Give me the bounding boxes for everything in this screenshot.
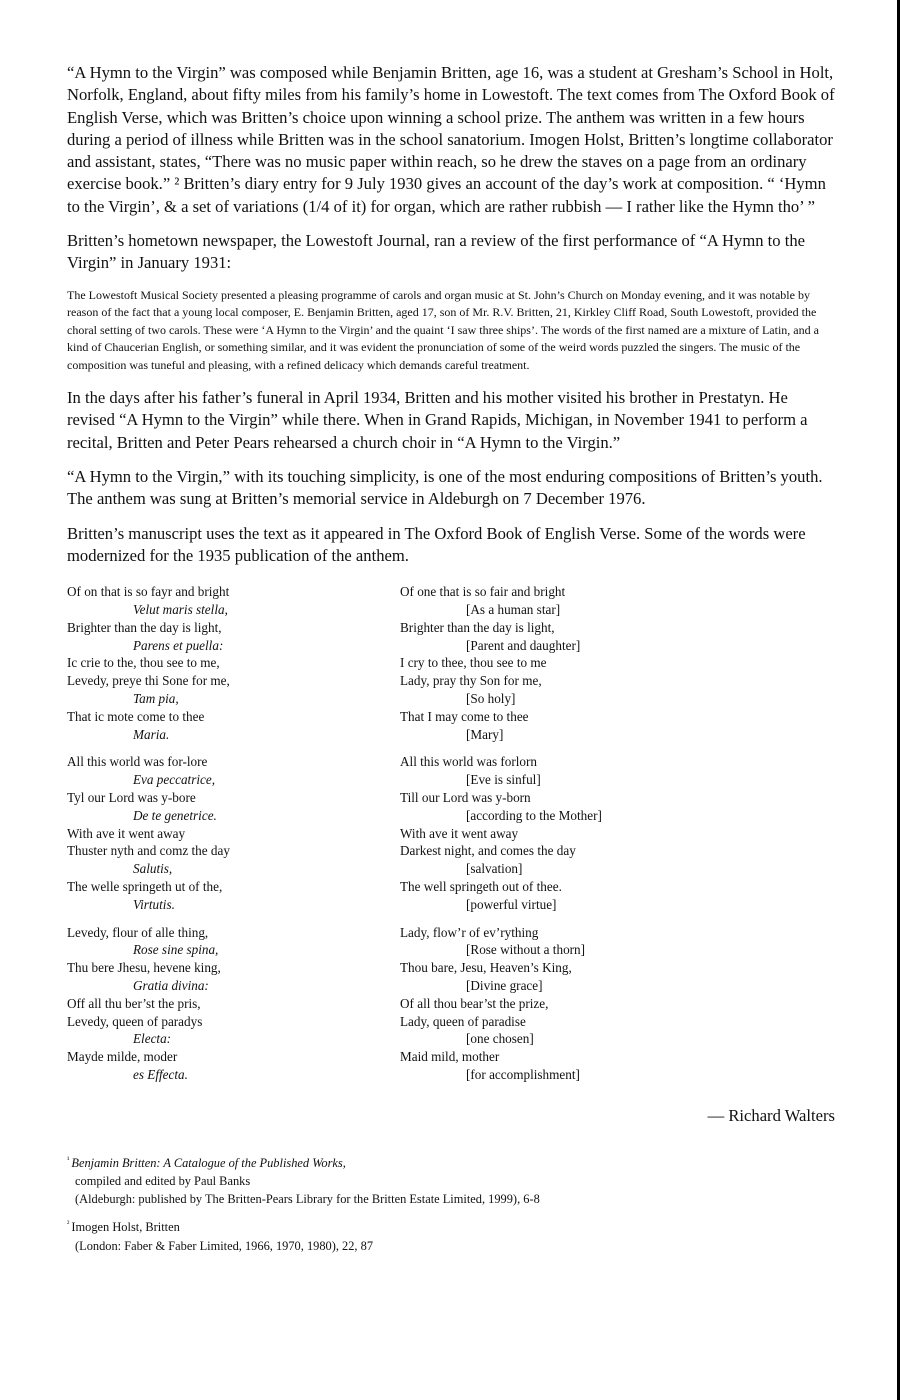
paragraph-newspaper: Britten’s hometown newspaper, the Lowestoft Journal, ran a review of the first performance of “A Hymn to the Virgin” in January 1931: <box>67 231 805 273</box>
verse-line: [So holy] <box>466 691 516 707</box>
verse-column-modern <box>400 583 602 1094</box>
verse-line: Brighter than the day is light, <box>400 619 555 635</box>
paragraph-composition: “A Hymn to the Virgin” was composed while Benjamin Britten, age 16, was a student at Gresham’s School in Holt, Norfolk, England, about fifty miles from his family’s home in Lowestoft. The text comes from The Oxford Book of English Verse, which was Britten’s choice upon winning a school prize. The anthem was written in a few hours during a period of illness while Britten was in the school sanatorium. Imogen Holst, Britten’s longtime collaborator and assistant, states, “There was no music paper within reach, so he drew the staves on a page from an ordinary exercise book.” ² Britten’s diary entry for 9 July 1930 gives an account of the day’s work at composition. “ ‘Hymn to the Virgin’, & a set of variations (1/4 of it) for organ, which are rather rubbish — I rather like the Hymn tho’ ” <box>67 63 835 216</box>
verse-line: Parens et puella: <box>133 637 224 653</box>
stanza <box>400 924 602 1084</box>
verse-line: [Rose without a thorn] <box>466 942 586 958</box>
paragraph-memorial: “A Hymn to the Virgin,” with its touching simplicity, is one of the most enduring compositions of Britten’s youth. The anthem was sung at Britten’s memorial service in Aldeburgh on 7 December 1976. <box>67 467 823 509</box>
verse-line: Brighter than the day is light, <box>67 619 222 635</box>
verse-line: Of all thou bear’st the prize, <box>400 995 549 1011</box>
footnote-mark: ² <box>67 1219 72 1229</box>
verse-line: The well springeth out of thee. <box>400 879 562 894</box>
verse-line: [Divine grace] <box>466 977 543 993</box>
paragraph-manuscript: Britten’s manuscript uses the text as it appeared in The Oxford Book of English Verse. Some of the words were modernized for the 1935 publication of the anthem. <box>67 523 806 565</box>
verse-line: [powerful virtue] <box>466 896 557 912</box>
verse-line: Eva peccatrice, <box>133 772 216 788</box>
footnote-line: (Aldeburgh: published by The Britten-Pears Library for the Britten Estate Limited, 1999), 6-8 <box>75 1192 540 1207</box>
verse-line: es Effecta. <box>133 1066 188 1082</box>
verse-line: All this world was forlorn <box>400 754 537 770</box>
stanza <box>67 583 400 743</box>
verse-line: [one chosen] <box>466 1031 534 1047</box>
verse-line: Tam pia, <box>133 691 179 707</box>
footnote-line: Benjamin Britten: A Catalogue of the Published Works, <box>71 1155 346 1170</box>
verse-line: The welle springeth ut of the, <box>67 879 223 894</box>
verse-line: Of on that is so fayr and bright <box>67 584 230 600</box>
verse-line: Of one that is so fair and bright <box>400 584 566 600</box>
verse-line: Lady, pray thy Son for me, <box>400 673 542 689</box>
verse-line: Off all thu ber’st the pris, <box>67 995 201 1011</box>
footnote-mark: ¹ <box>67 1154 72 1164</box>
verse-line: Velut maris stella, <box>133 602 228 618</box>
verse-line: Thuster nyth and comz the day <box>67 843 230 859</box>
verse-line: Lady, queen of paradise <box>400 1013 526 1029</box>
paragraph-revision: In the days after his father’s funeral in April 1934, Britten and his mother visited his brother in Prestatyn. He revised “A Hymn to the Virgin” while there. When in Grand Rapids, Michigan, in November 1941 to perform a recital, Britten and Peter Pears rehearsed a church choir in “A Hymn to the Virgin.” <box>67 388 808 452</box>
document-page <box>67 62 835 1265</box>
verse-line: Tyl our Lord was y-bore <box>67 790 196 806</box>
newspaper-quote: The Lowestoft Musical Society presented a pleasing programme of carols and organ music at St. John’s Church on Monday evening, and it was notable by reason of the fact that a young local composer, E. Benjamin Britten, aged 17, son of Mr. R.V. Britten, 21, Kirkley Cliff Road, South Lowestoft, provided the choral setting of two carols. These were ‘A Hymn to the Virgin’ and the quaint ‘I saw three ships’. The words of the first named are a mixture of Latin, and a kind of Chaucerian English, or something similar, and it was evident the pronunciation of some of the weird words puzzled the singers. The music of the composition was tuneful and pleasing, with a refined delicacy which demands careful treatment. <box>67 287 819 372</box>
verse-line: [Mary] <box>466 726 504 742</box>
verse-line: Ic crie to the, thou see to me, <box>67 655 220 671</box>
verse-line: I cry to thee, thou see to me <box>400 655 547 671</box>
verse-line: Mayde milde, moder <box>67 1049 178 1065</box>
verse-line: That I may come to thee <box>400 708 529 724</box>
stanza <box>67 924 400 1084</box>
stanza <box>400 753 602 913</box>
footnote-line: Imogen Holst, Britten <box>71 1220 180 1235</box>
verse-line: Virtutis. <box>133 896 175 912</box>
verse-line: Till our Lord was y-born <box>400 790 531 806</box>
verse-line: [As a human star] <box>466 602 561 618</box>
verse-line: Levedy, flour of alle thing, <box>67 924 209 940</box>
verse-line: Electa: <box>133 1031 172 1047</box>
verse-line: Levedy, queen of paradys <box>67 1013 203 1029</box>
verse-line: Rose sine spina, <box>133 942 219 958</box>
verse-line: [for accomplishment] <box>466 1066 580 1082</box>
footnote-line: (London: Faber & Faber Limited, 1966, 1970, 1980), 22, 87 <box>75 1238 374 1253</box>
verse-line: [Eve is sinful] <box>466 772 541 788</box>
verse-line: With ave it went away <box>400 825 519 841</box>
verse-line: All this world was for-lore <box>67 754 208 770</box>
verse-line: Salutis, <box>133 861 173 877</box>
verse-line: Maid mild, mother <box>400 1049 500 1065</box>
verse-line: Lady, flow’r of ev’rything <box>400 924 539 940</box>
verse-line: Levedy, preye thi Sone for me, <box>67 673 230 689</box>
footnote-line: compiled and edited by Paul Banks <box>75 1173 251 1188</box>
signature: — Richard Walters <box>707 1105 835 1125</box>
footnote <box>67 1154 835 1209</box>
stanza <box>67 753 400 913</box>
verse-line: With ave it went away <box>67 825 186 841</box>
verse-columns <box>67 583 835 1094</box>
footnote <box>67 1218 835 1254</box>
verse-line: [according to the Mother] <box>466 807 602 823</box>
verse-line: [salvation] <box>466 861 523 877</box>
footnotes <box>67 1154 835 1255</box>
verse-line: That ic mote come to thee <box>67 708 205 724</box>
verse-line: Thou bare, Jesu, Heaven’s King, <box>400 960 572 976</box>
verse-line: [Parent and daughter] <box>466 637 581 653</box>
stanza <box>400 583 602 743</box>
verse-line: Gratia divina: <box>133 977 209 993</box>
verse-column-original <box>67 583 400 1094</box>
verse-line: Thu bere Jhesu, hevene king, <box>67 960 221 976</box>
verse-line: Darkest night, and comes the day <box>400 843 576 859</box>
verse-line: Maria. <box>133 726 170 742</box>
verse-line: De te genetrice. <box>133 807 217 823</box>
